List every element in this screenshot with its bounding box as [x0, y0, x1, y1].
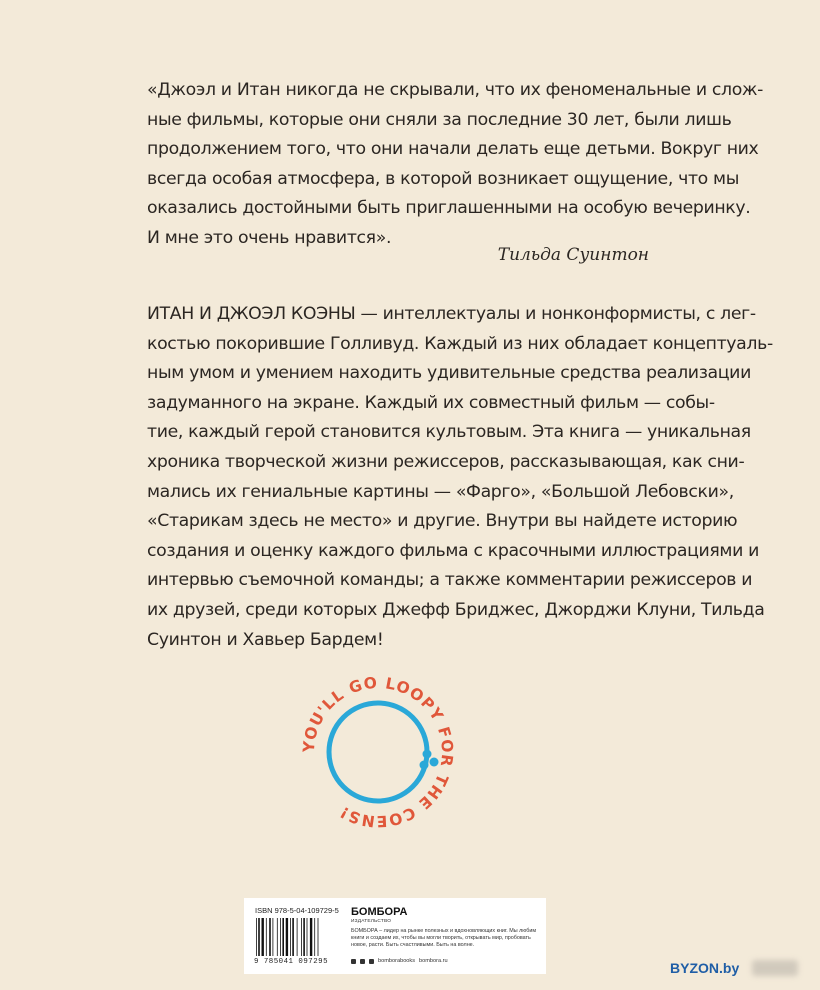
quote-line: продолжением того, что они начали делать еще детьми. Вокруг них	[147, 139, 759, 159]
quote-line: И мне это очень нравится».	[147, 227, 392, 248]
finger-hole	[420, 761, 429, 770]
quote-line: «Джоэл и Итан никогда не скрывали, что их феноменальные и слож-	[147, 80, 764, 100]
barcode-bar	[282, 918, 284, 956]
barcode-bar	[297, 918, 298, 956]
barcode-bar	[269, 918, 271, 956]
barcode-bar	[262, 918, 264, 956]
barcode-bar	[277, 918, 278, 956]
vk-icon	[360, 959, 365, 964]
barcode-bar	[318, 918, 319, 956]
publisher-description: БОМБОРА – лидер на рынке полезных и вдохновляющих книг. Мы любим книги и создаем их, чтобы вы могли творить, открывать мир, пробовать новое, расти. Быть счастливыми. Быть на волне.	[351, 928, 537, 949]
quote-author: Тильда Суинтон	[497, 245, 649, 265]
barcode-bar	[301, 918, 302, 956]
quote-block	[147, 76, 764, 253]
barcode-bar	[266, 918, 267, 956]
description-line: создания и оценку каждого фильма с красочными иллюстрациями и	[147, 540, 759, 561]
description-line: мались их гениальные картины — «Фарго», «Большой Лебовски»,	[147, 481, 734, 502]
watermark-blur	[752, 960, 798, 976]
social-handle: bomborabooks	[378, 958, 416, 964]
description-line: задуманного на экране. Каждый их совместный фильм — собы-	[147, 392, 715, 413]
publisher-info-box	[244, 898, 546, 974]
book-description	[147, 300, 773, 655]
isbn: ISBN 978-5-04-109729-5	[255, 906, 339, 915]
barcode-bar	[273, 918, 274, 956]
barcode-bar	[310, 918, 312, 956]
quote-line: оказались достойными быть приглашенными на особую вечеринку.	[147, 198, 751, 218]
description-line: интервью съемочной команды; а также комментарии режиссеров и	[147, 570, 753, 591]
description-line: хроника творческой жизни режиссеров, рассказывающая, как сни-	[147, 451, 745, 472]
barcode-bar	[286, 918, 288, 956]
barcode-bar	[258, 918, 260, 956]
website: bombora.ru	[419, 958, 448, 964]
stamp-text: YOU'LL GO LOOPY FOR THE COENS!	[299, 673, 457, 831]
quote-line: всегда особая атмосфера, в которой возникает ощущение, что мы	[147, 168, 740, 189]
social-links	[351, 958, 448, 964]
watermark-logo: BYZON.by	[670, 960, 740, 976]
description-line: костью покорившие Голливуд. Каждый из них обладает концептуаль-	[147, 333, 773, 354]
description-line: ным умом и умением находить удивительные средства реализации	[147, 363, 751, 384]
barcode-digits: 9 785041 097295	[254, 958, 329, 966]
barcode-bar	[280, 918, 281, 956]
description-line: Суинтон и Хавьер Бардем!	[147, 629, 384, 650]
facebook-icon	[351, 959, 356, 964]
instagram-icon	[369, 959, 374, 964]
description-line: их друзей, среди которых Джефф Бриджес, Джорджи Клуни, Тильда	[147, 599, 765, 620]
barcode-bar	[292, 918, 294, 956]
finger-hole	[423, 750, 432, 759]
publisher-name: БОМБОРА	[351, 906, 408, 918]
barcode-bar	[314, 918, 315, 956]
barcode-bar	[290, 918, 291, 956]
description-line: ИТАН И ДЖОЭЛ КОЭНЫ — интеллектуалы и нонконформисты, с лег-	[147, 304, 756, 324]
barcode-bar	[256, 918, 257, 956]
description-line: тие, каждый герой становится культовым. Эта книга — уникальная	[147, 422, 751, 443]
stamp-ring	[329, 703, 427, 801]
bowling-ball-stamp-icon	[298, 672, 458, 832]
barcode-bar	[303, 918, 305, 956]
publisher-subtitle: ИЗДАТЕЛЬСТВО	[351, 919, 392, 924]
barcode-bar	[307, 918, 308, 956]
quote-line: ные фильмы, которые они сняли за последние 30 лет, были лишь	[147, 109, 732, 130]
description-line: «Старикам здесь не место» и другие. Внутри вы найдете историю	[147, 511, 738, 532]
barcode-icon	[255, 918, 340, 956]
